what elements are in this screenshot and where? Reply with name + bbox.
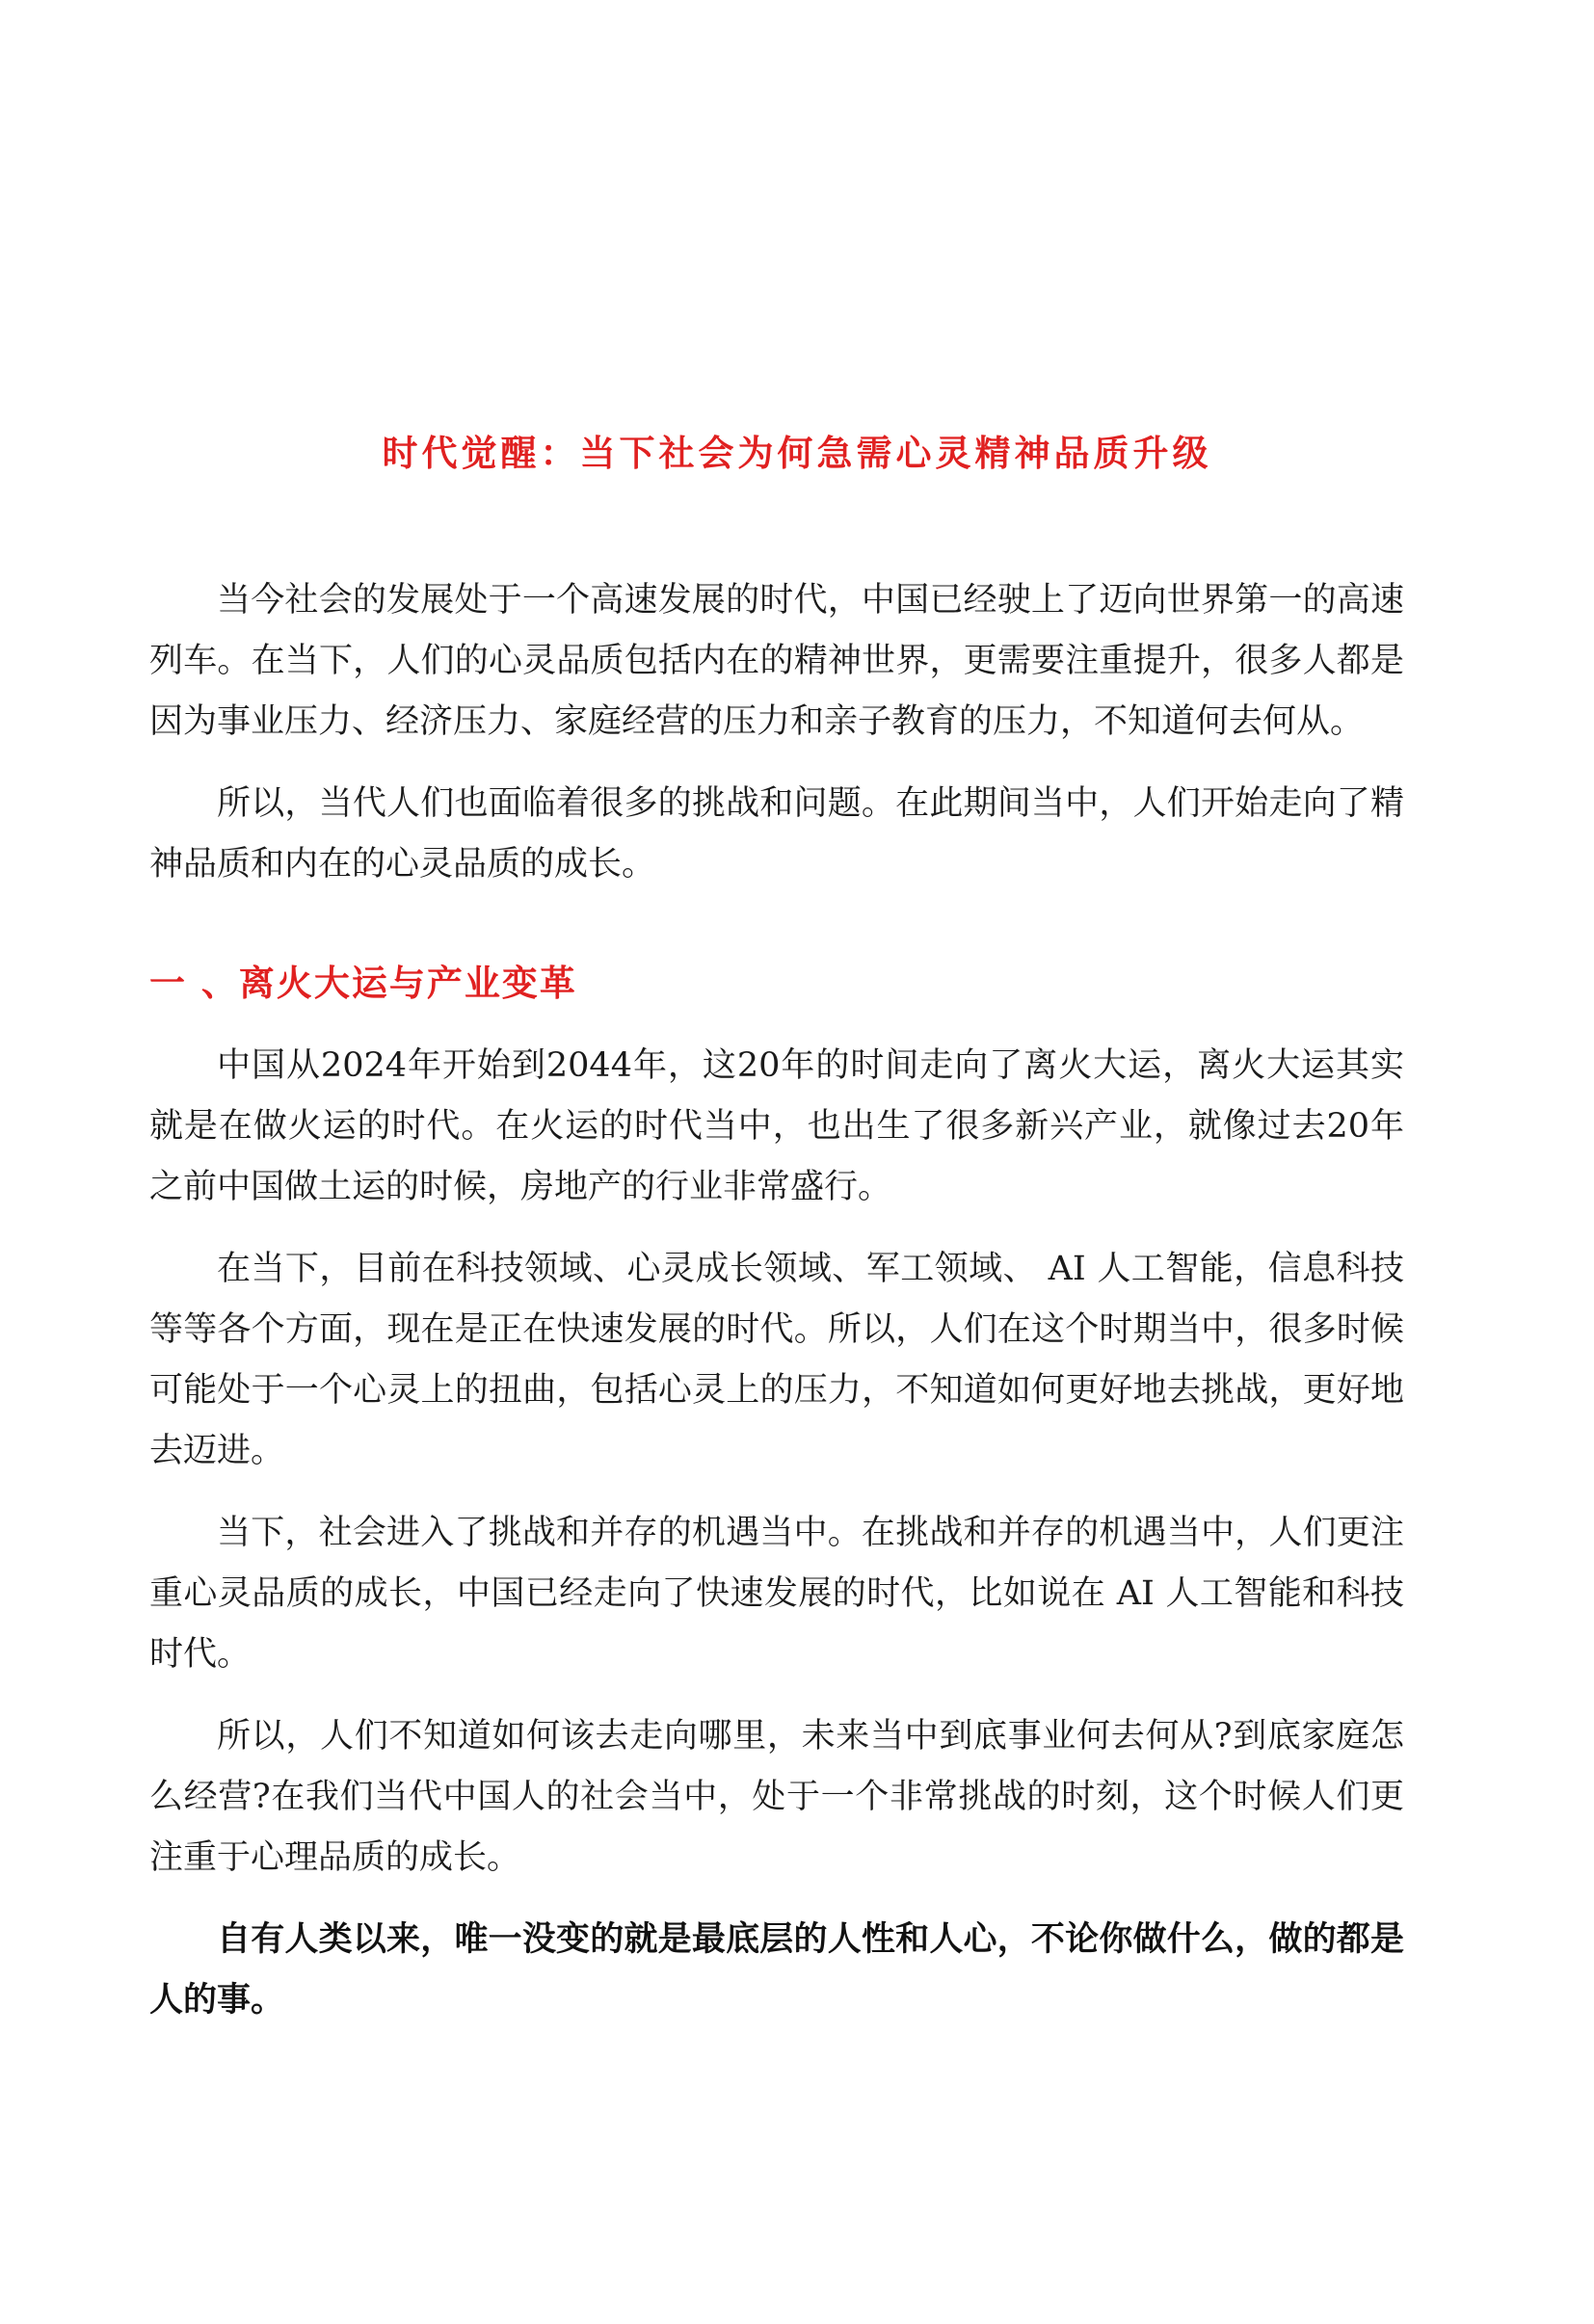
section-paragraph-3: 当下，社会进入了挑战和并存的机遇当中。在挑战和并存的机遇当中，人们更注重心灵品质的成长，中国已经走向了快速发展的时代，比如说在 AI 人工智能和科技时代。: [149, 1514, 1404, 1674]
section-heading: 一 、离火大运与产业变革: [149, 963, 577, 1004]
document-body: [149, 570, 1404, 2052]
section-paragraph-2: 在当下，目前在科技领域、心灵成长领域、军工领域、 AI 人工智能，信息科技等等各个方面，现在是正在快速发展的时代。所以，人们在这个时期当中，很多时候可能处于一个心灵上的扭曲，包括心灵上的压力，不知道如何更好地去挑战，更好地去迈进。: [149, 1250, 1404, 1470]
intro-paragraph-2: 所以，当代人们也面临着很多的挑战和问题。在此期间当中，人们开始走向了精神品质和内在的心灵品质的成长。: [149, 784, 1404, 884]
emphasis-paragraph: 自有人类以来，唯一没变的就是最底层的人性和人心，不论你做什么，做的都是人的事。: [149, 1920, 1404, 2020]
section-paragraph-1: 中国从2024年开始到2044年，这20年的时间走向了离火大运，离火大运其实就是在做火运的时代。在火运的时代当中，也出生了很多新兴产业，就像过去20年之前中国做土运的时候，房地产的行业非常盛行。: [149, 1046, 1404, 1206]
intro-paragraph-1: 当今社会的发展处于一个高速发展的时代，中国已经驶上了迈向世界第一的高速列车。在当下，人们的心灵品质包括内在的精神世界，更需要注重提升，很多人都是因为事业压力、经济压力、家庭经营的压力和亲子教育的压力，不知道何去何从。: [149, 581, 1404, 741]
document-title: 时代觉醒：当下社会为何急需心灵精神品质升级: [382, 433, 1212, 474]
section-paragraph-4: 所以，人们不知道如何该去走向哪里，未来当中到底事业何去何从?到底家庭怎么经营?在我们当代中国人的社会当中，处于一个非常挑战的时刻，这个时候人们更注重于心理品质的成长。: [149, 1717, 1404, 1877]
